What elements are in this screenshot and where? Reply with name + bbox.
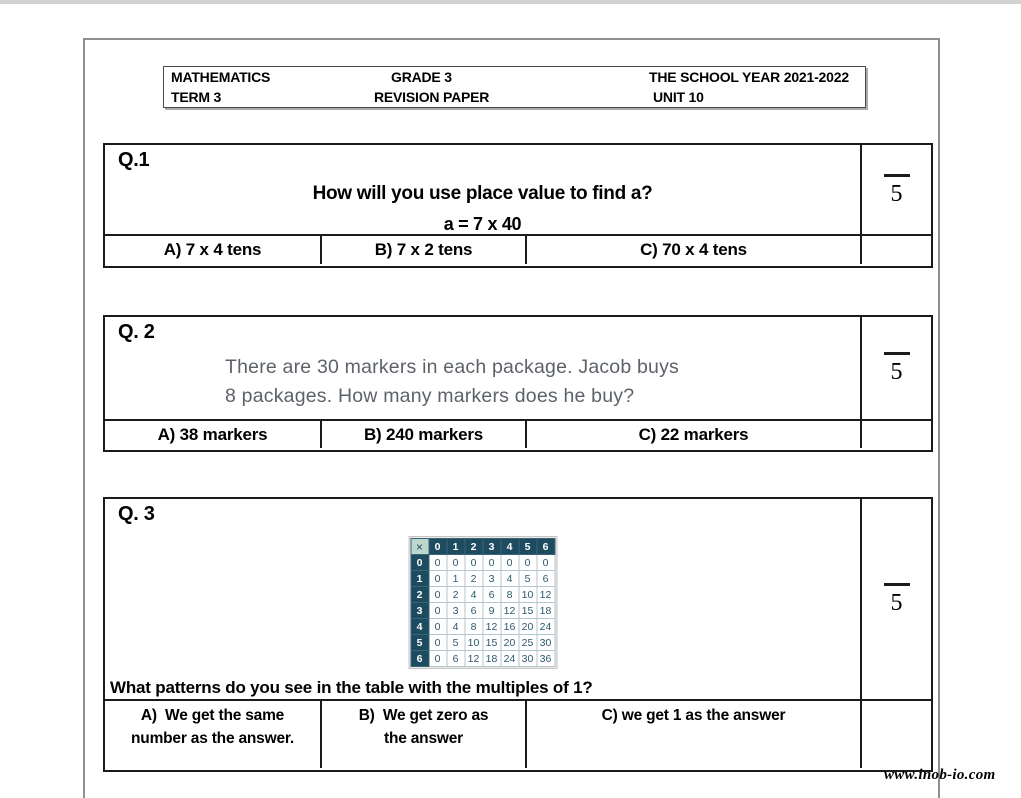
- question-2-option-b: B) 240 markers: [322, 421, 527, 448]
- question-1-score: 5: [890, 180, 903, 207]
- table-product-cell: 12: [465, 651, 483, 667]
- worksheet-header: [163, 66, 866, 108]
- table-product-cell: 0: [429, 587, 447, 603]
- table-product-cell: 6: [465, 603, 483, 619]
- header-subject: MATHEMATICS: [171, 69, 271, 85]
- question-2-option-score-cell: [862, 421, 931, 448]
- score-mark: [884, 352, 910, 384]
- table-product-cell: 0: [429, 571, 447, 587]
- table-product-cell: 10: [519, 587, 537, 603]
- table-product-cell: 4: [465, 587, 483, 603]
- window-top-strip: [0, 0, 1021, 4]
- table-product-cell: 4: [501, 571, 519, 587]
- table-row-header: 0: [411, 555, 429, 571]
- question-3-box: [103, 497, 933, 772]
- table-col-header: 4: [501, 539, 519, 555]
- question-2-text-line2: 8 packages. How many markers does he buy?: [225, 385, 635, 407]
- table-product-cell: 8: [501, 587, 519, 603]
- question-3-option-a: [105, 701, 322, 768]
- table-row-header: 4: [411, 619, 429, 635]
- question-1-option-b: B) 7 x 2 tens: [322, 236, 527, 264]
- table-product-cell: 3: [447, 603, 465, 619]
- table-product-cell: 4: [447, 619, 465, 635]
- table-product-cell: 12: [483, 619, 501, 635]
- table-product-cell: 30: [537, 635, 555, 651]
- times-icon: ×: [411, 539, 429, 555]
- question-3-body: [105, 499, 931, 701]
- table-product-cell: 5: [447, 635, 465, 651]
- question-2-box: [103, 315, 933, 452]
- table-product-cell: 12: [501, 603, 519, 619]
- header-unit: UNIT 10: [653, 89, 704, 105]
- multiplication-table-image: [408, 536, 557, 669]
- table-product-cell: 0: [429, 619, 447, 635]
- question-2-text: [225, 353, 679, 411]
- multiplication-table: [410, 538, 555, 667]
- table-product-cell: 20: [519, 619, 537, 635]
- table-product-cell: 0: [501, 555, 519, 571]
- table-product-cell: 24: [537, 619, 555, 635]
- question-3-question: What patterns do you see in the table with the multiples of 1?: [110, 678, 593, 697]
- table-product-cell: 15: [519, 603, 537, 619]
- table-col-header: 3: [483, 539, 501, 555]
- table-col-header: 1: [447, 539, 465, 555]
- question-2-score: 5: [890, 359, 903, 385]
- table-product-cell: 0: [429, 635, 447, 651]
- table-product-cell: 6: [447, 651, 465, 667]
- question-3-option-b-text: B) We get zero as the answer: [358, 707, 489, 747]
- question-1-body: [105, 145, 931, 236]
- question-3-score: 5: [890, 590, 903, 616]
- table-product-cell: 6: [537, 571, 555, 587]
- table-product-cell: 25: [519, 635, 537, 651]
- question-2-body: [105, 317, 931, 421]
- question-3-score-cell: [862, 499, 931, 699]
- question-3-options-row: [105, 701, 931, 768]
- table-product-cell: 24: [501, 651, 519, 667]
- question-2-options-row: [105, 421, 931, 448]
- table-product-cell: 0: [483, 555, 501, 571]
- question-1-option-a: A) 7 x 4 tens: [105, 236, 322, 264]
- table-product-cell: 0: [519, 555, 537, 571]
- table-product-cell: 8: [465, 619, 483, 635]
- table-product-cell: 15: [483, 635, 501, 651]
- score-mark: [884, 583, 910, 615]
- question-3-option-c: C) we get 1 as the answer: [527, 701, 862, 768]
- table-product-cell: 20: [501, 635, 519, 651]
- table-row-header: 5: [411, 635, 429, 651]
- question-1-option-c: C) 70 x 4 tens: [527, 236, 862, 264]
- table-product-cell: 9: [483, 603, 501, 619]
- table-product-cell: 18: [537, 603, 555, 619]
- question-1-label: Q.1: [118, 149, 150, 171]
- question-2-option-c: C) 22 markers: [527, 421, 862, 448]
- table-col-header: 2: [465, 539, 483, 555]
- table-row-header: 2: [411, 587, 429, 603]
- table-product-cell: 0: [429, 651, 447, 667]
- question-2-option-a: A) 38 markers: [105, 421, 322, 448]
- score-fraction-bar: [884, 352, 910, 355]
- table-product-cell: 2: [465, 571, 483, 587]
- score-mark: [884, 174, 910, 206]
- header-term: TERM 3: [171, 89, 222, 105]
- table-product-cell: 3: [483, 571, 501, 587]
- score-fraction-bar: [884, 174, 910, 177]
- table-row-header: 3: [411, 603, 429, 619]
- question-3-label: Q. 3: [118, 503, 155, 525]
- table-product-cell: 0: [429, 555, 447, 571]
- watermark: www.inob-io.com: [884, 767, 996, 783]
- question-1-option-score-cell: [862, 236, 931, 264]
- table-product-cell: 1: [447, 571, 465, 587]
- question-1-title: How will you use place value to find a?: [312, 183, 653, 204]
- question-1-score-cell: [862, 145, 931, 234]
- question-3-option-a-text: A) We get the same number as the answer.: [131, 707, 294, 747]
- table-product-cell: 0: [537, 555, 555, 571]
- table-product-cell: 0: [429, 603, 447, 619]
- question-3-option-b: [322, 701, 527, 768]
- question-1-options-row: [105, 236, 931, 264]
- table-product-cell: 0: [447, 555, 465, 571]
- score-fraction-bar: [884, 583, 910, 586]
- question-1-box: [103, 143, 933, 268]
- table-product-cell: 5: [519, 571, 537, 587]
- table-col-header: 5: [519, 539, 537, 555]
- table-product-cell: 2: [447, 587, 465, 603]
- table-product-cell: 0: [465, 555, 483, 571]
- table-product-cell: 10: [465, 635, 483, 651]
- table-product-cell: 36: [537, 651, 555, 667]
- header-paper-type: REVISION PAPER: [374, 89, 490, 105]
- question-2-label: Q. 2: [118, 321, 155, 343]
- header-grade: GRADE 3: [391, 69, 452, 85]
- table-product-cell: 6: [483, 587, 501, 603]
- header-school-year: THE SCHOOL YEAR 2021-2022: [649, 69, 849, 85]
- table-col-header: 0: [429, 539, 447, 555]
- question-2-text-line1: There are 30 markers in each package. Jacob buys: [225, 356, 680, 378]
- table-row-header: 6: [411, 651, 429, 667]
- table-col-header: 6: [537, 539, 555, 555]
- table-product-cell: 12: [537, 587, 555, 603]
- table-product-cell: 18: [483, 651, 501, 667]
- table-product-cell: 30: [519, 651, 537, 667]
- table-product-cell: 16: [501, 619, 519, 635]
- table-row-header: 1: [411, 571, 429, 587]
- question-2-score-cell: [862, 317, 931, 419]
- question-1-equation: a = 7 x 40: [443, 214, 522, 234]
- question-3-option-score-cell: [862, 701, 931, 768]
